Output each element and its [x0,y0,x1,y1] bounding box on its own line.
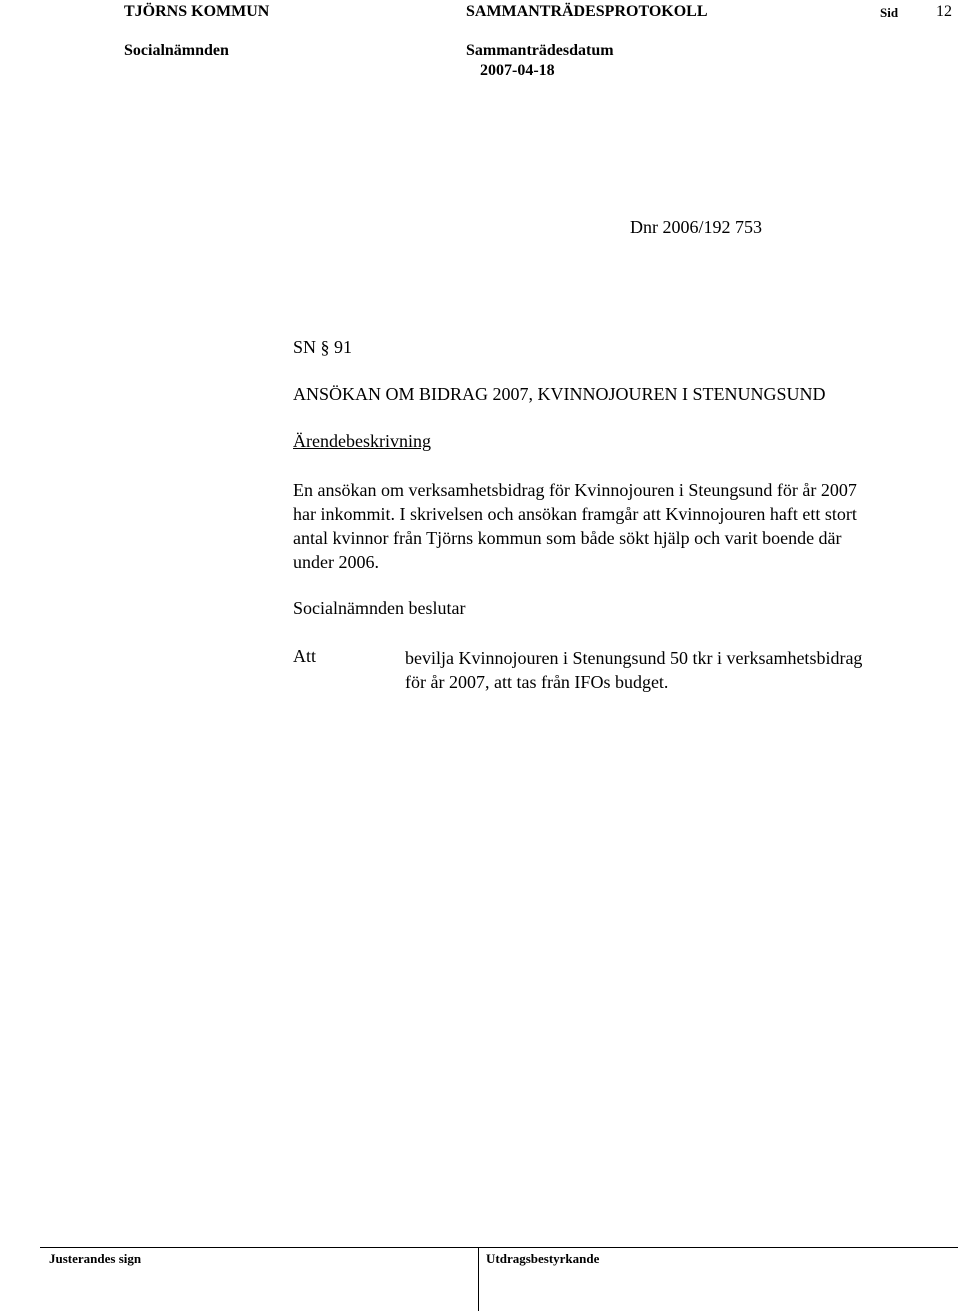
decision-line: bevilja Kvinnojouren i Stenungsund 50 tkr i verksamhetsbidrag [405,648,863,668]
section-number: SN § 91 [293,337,353,357]
description-heading: Ärendebeskrivning [293,431,431,451]
description-paragraph [293,478,943,574]
adjuster-sign-label: Justerandes sign [49,1251,142,1266]
case-title: ANSÖKAN OM BIDRAG 2007, KVINNOJOUREN I STENUNGSUND [293,384,826,404]
decision-label: Att [293,646,317,666]
meeting-date: 2007-04-18 [480,62,555,79]
page-number: 12 [936,3,952,20]
description-line: En ansökan om verksamhetsbidrag för Kvinnojouren i Steungsund för år 2007 [293,480,857,500]
case-number: Dnr 2006/192 753 [630,217,762,237]
extract-certification-label: Utdragsbestyrkande [486,1251,600,1266]
decision-text [405,646,862,694]
meeting-date-label: Sammanträdesdatum [466,42,614,59]
description-line: har inkommit. I skrivelsen och ansökan framgår att Kvinnojouren haft ett stort [293,504,857,524]
description-line: under 2006. [293,552,379,572]
municipality-name: TJÖRNS KOMMUN [124,3,270,20]
footer-column-divider [478,1247,479,1311]
page-label: Sid [880,5,899,20]
decision-line: för år 2007, att tas från IFOs budget. [405,672,669,692]
footer-divider [40,1247,958,1248]
document-type: SAMMANTRÄDESPROTOKOLL [466,3,708,20]
decision-heading: Socialnämnden beslutar [293,598,466,618]
description-line: antal kvinnor från Tjörns kommun som både sökt hjälp och varit boende där [293,528,842,548]
committee-name: Socialnämnden [124,42,229,59]
